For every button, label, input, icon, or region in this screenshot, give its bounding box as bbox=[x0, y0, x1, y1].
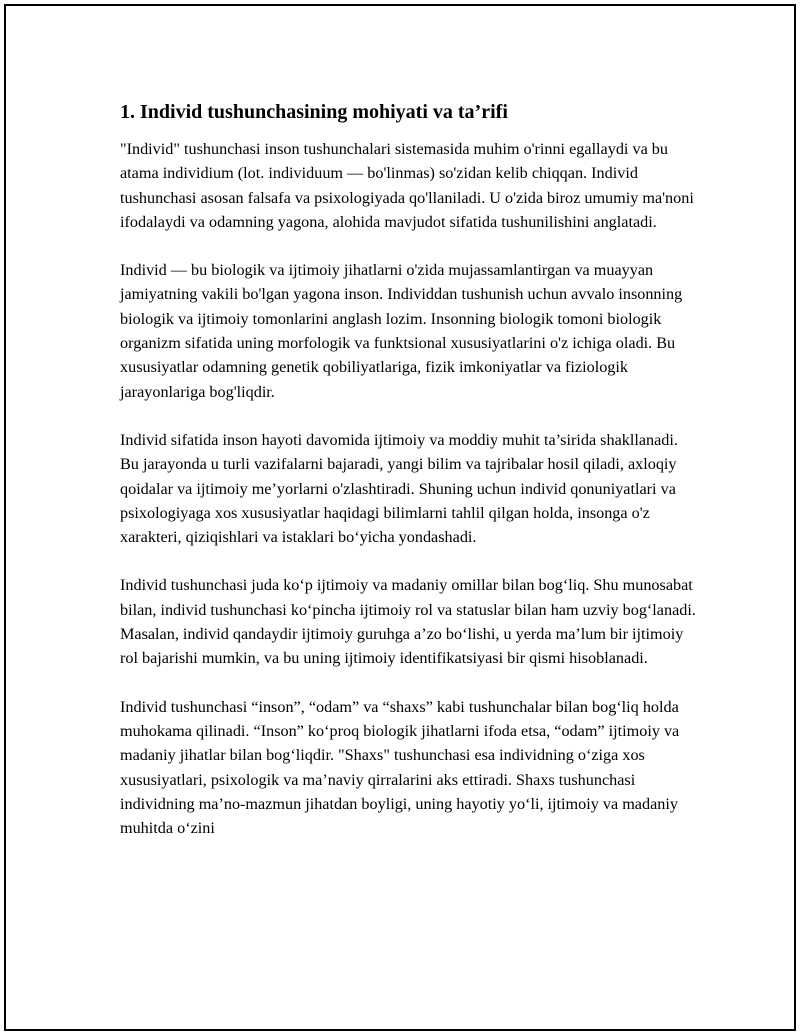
section-title: 1. Individ tushunchasining mohiyati va ta’rifi bbox=[120, 101, 508, 123]
document-body bbox=[120, 98, 700, 864]
paragraph-1: "Individ" tushunchasi inson tushunchalari sistemasida muhim o'rinni egallaydi va bu atama individium (lot. individuum — bo'linmas) so'zidan kelib chiqqan. Individ tushunchasi asosan falsafa va psixologiyada qo'llaniladi. U o'zida biroz umumiy ma'noni ifodalaydi va odamning yagona, alohida mavjudot sifatida tushunilishini anglatadi. bbox=[120, 140, 694, 231]
page-frame bbox=[4, 4, 796, 1031]
paragraph-4: Individ tushunchasi juda ko‘p ijtimoiy va madaniy omillar bilan bog‘liq. Shu munosabat bilan, individ tushunchasi ko‘pincha ijtimoiy rol va statuslar bilan ham uzviy bog‘lanadi. Masalan, individ qandaydir ijtimoiy guruhga a’zo bo‘lishi, u yerda ma’lum bir ijtimoiy rol bajarishi mumkin, va bu uning ijtimoiy identifikatsiyasi bir qismi hisoblanadi. bbox=[120, 576, 696, 668]
paragraph-3: Individ sifatida inson hayoti davomida ijtimoiy va moddiy muhit ta’sirida shakllanadi. Bu jarayonda u turli vazifalarni bajaradi, yangi bilim va tajribalar hosil qiladi, axloqiy qoidalar va ijtimoiy me’yorlarni o'zlashtiradi. Shuning uchun individ qonuniyatlari va psixologiyaga xos xususiyatlar haqidagi bilimlarni tahlil qilgan holda, insonga o'z xarakteri, qiziqishlari va istaklari bo‘yicha yondashadi. bbox=[120, 430, 678, 547]
paragraph-5: Individ tushunchasi “inson”, “odam” va “shaxs” kabi tushunchalar bilan bog‘liq holda muhokama qilinadi. “Inson” ko‘proq biologik jihatlarni ifoda etsa, “odam” ijtimoiy va madaniy jihatlar bilan bog‘liqdir. "Shaxs" tushunchasi esa individning o‘ziga xos xususiyatlari, psixologik va ma’naviy qirralarini aks ettiradi. Shaxs tushunchasi individning ma’no-mazmun jihatdan boyligi, uning hayotiy yo‘li, ijtimoiy va madaniy muhitda o‘zini bbox=[120, 697, 680, 838]
paragraph-2: Individ — bu biologik va ijtimoiy jihatlarni o'zida mujassamlantirgan va muayyan jamiyatning vakili bo'lgan yagona inson. Individdan tushunish uchun avvalo insonning biologik va ijtimoiy tomonlarini anglash lozim. Insonning biologik tomoni biologik organizm sifatida uning morfologik va funktsional xususiyatlarini o'z ichiga oladi. Bu xususiyatlar odamning genetik qobiliyatlariga, fizik imkoniyatlar va fiziologik jarayonlariga bog'liqdir. bbox=[120, 261, 683, 401]
